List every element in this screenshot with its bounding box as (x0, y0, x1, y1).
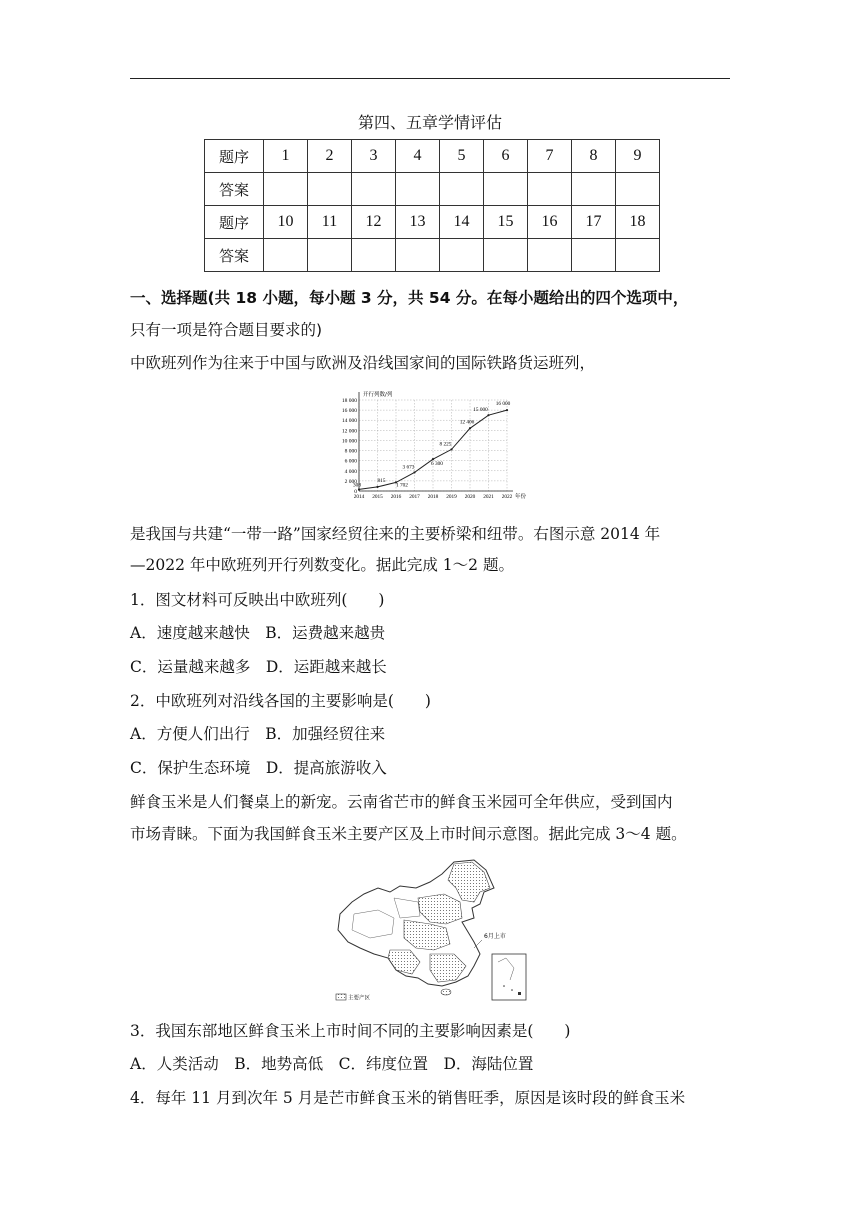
answer-cell[interactable] (440, 173, 484, 206)
data-label: 8 225 (439, 441, 452, 448)
row-label: 答案 (205, 173, 264, 206)
passage-text: —2022 年中欧班列开行列数变化。据此完成 1～2 题。 (130, 556, 514, 574)
answer-cell[interactable] (264, 173, 308, 206)
x-tick-label: 2018 (427, 494, 439, 500)
y-tick-label: 6 000 (344, 458, 357, 465)
corn-region-map (334, 858, 530, 1004)
x-tick-label: 2019 (446, 494, 457, 500)
question-number: 11 (308, 206, 352, 239)
answer-cell[interactable] (484, 239, 528, 272)
question-number: 18 (616, 206, 660, 239)
data-label: 15 000 (473, 407, 488, 414)
question-number: 3 (352, 140, 396, 173)
x-axis-label: 年份 (515, 494, 527, 500)
answer-cell[interactable] (308, 173, 352, 206)
legend-swatch (336, 994, 346, 1000)
answer-cell[interactable] (264, 239, 308, 272)
passage-text: 市场青睐。下面为我国鲜食玉米主要产区及上市时间示意图。据此完成 3～4 题。 (130, 825, 687, 843)
data-point (469, 427, 471, 429)
row-label: 题序 (205, 206, 264, 239)
options-ab: A．速度越来越快 B．运费越来越贵 (130, 624, 386, 642)
y-tick-label: 12 000 (341, 428, 357, 435)
table-row (205, 140, 660, 173)
options: A．人类活动 B．地势高低 C．纬度位置 D．海陆位置 (130, 1055, 534, 1073)
passage-text: 鲜食玉米是人们餐桌上的新宠。云南省芒市的鲜食玉米园可全年供应，受到国内 (130, 793, 673, 811)
data-label: 815 (377, 477, 386, 484)
question-number: 2 (308, 140, 352, 173)
question-number: 6 (484, 140, 528, 173)
answer-cell[interactable] (352, 239, 396, 272)
data-point (487, 414, 489, 416)
y-axis-label: 开行列数/列 (363, 392, 393, 398)
data-point (506, 409, 508, 411)
y-tick-label: 4 000 (344, 468, 357, 475)
answer-cell[interactable] (616, 239, 660, 272)
y-tick-label: 0 (354, 489, 357, 495)
legend-label: 主要产区 (348, 995, 371, 1002)
y-tick-label: 14 000 (341, 418, 357, 425)
answer-cell[interactable] (572, 173, 616, 206)
options-cd: C．保护生态环境 D．提高旅游收入 (130, 759, 387, 777)
x-tick-label: 2015 (372, 494, 383, 500)
question-number: 10 (264, 206, 308, 239)
answer-cell[interactable] (308, 239, 352, 272)
question-number: 12 (352, 206, 396, 239)
data-point (358, 488, 360, 490)
page-title: 第四、五章学情评估 (357, 113, 502, 132)
answer-cell[interactable] (484, 173, 528, 206)
table-row (205, 173, 660, 206)
y-tick-label: 2 000 (344, 478, 357, 485)
answer-table (204, 139, 660, 272)
y-tick-label: 8 000 (344, 448, 357, 455)
question-number: 8 (572, 140, 616, 173)
question-stem: 4．每年 11 月到次年 5 月是芒市鲜食玉米的销售旺季，原因是该时段的鲜食玉米 (130, 1089, 686, 1107)
header-rule (130, 78, 730, 79)
question-number: 9 (616, 140, 660, 173)
row-label: 答案 (205, 239, 264, 272)
row-label: 题序 (205, 140, 264, 173)
data-label: 6 300 (431, 461, 443, 468)
answer-cell[interactable] (440, 239, 484, 272)
data-label: 3 673 (402, 464, 415, 471)
table-row (205, 206, 660, 239)
rail-chart (325, 388, 530, 503)
passage-text: 是我国与共建“一带一路”国家经贸往来的主要桥梁和纽带。右图示意 2014 年 (130, 525, 661, 543)
data-label: 16 000 (495, 401, 511, 408)
question-stem: 3．我国东部地区鲜食玉米上市时间不同的主要影响因素是( ) (130, 1022, 571, 1040)
answer-cell[interactable] (572, 239, 616, 272)
question-number: 17 (572, 206, 616, 239)
question-stem: 1．图文材料可反映出中欧班列( ) (130, 591, 385, 609)
y-tick-label: 10 000 (341, 438, 357, 445)
data-point (413, 471, 415, 473)
table-row (205, 239, 660, 272)
x-tick-label: 2016 (390, 494, 402, 500)
question-number: 15 (484, 206, 528, 239)
answer-cell[interactable] (616, 173, 660, 206)
x-tick-label: 2017 (409, 494, 420, 500)
options-ab: A．方便人们出行 B．加强经贸往来 (130, 725, 386, 743)
question-number: 1 (264, 140, 308, 173)
question-number: 14 (440, 206, 484, 239)
data-label: 1 702 (396, 482, 408, 489)
data-label: 308 (353, 482, 361, 489)
data-label: 12 406 (459, 419, 475, 426)
x-tick-label: 2020 (464, 494, 476, 500)
question-number: 13 (396, 206, 440, 239)
june-label: 6月上市 (484, 933, 506, 940)
x-tick-label: 2021 (483, 494, 494, 500)
answer-cell[interactable] (396, 173, 440, 206)
y-tick-label: 16 000 (341, 408, 357, 415)
y-tick-label: 18 000 (341, 398, 357, 404)
data-point (432, 458, 434, 460)
section-heading-cont: 只有一项是符合题目要求的) (130, 321, 323, 339)
question-number: 5 (440, 140, 484, 173)
passage-text: 中欧班列作为往来于中国与欧洲及沿线国家间的国际铁路货运班列， (130, 354, 596, 372)
answer-cell[interactable] (528, 173, 572, 206)
data-point (376, 486, 378, 488)
answer-cell[interactable] (396, 239, 440, 272)
section-heading: 一、选择题(共 18 小题，每小题 3 分，共 54 分。在每小题给出的四个选项中， (130, 289, 689, 307)
question-number: 16 (528, 206, 572, 239)
answer-cell[interactable] (352, 173, 396, 206)
data-point (450, 448, 452, 450)
options-cd: C．运量越来越多 D．运距越来越长 (130, 658, 387, 676)
x-tick-label: 2014 (353, 494, 365, 500)
question-stem: 2．中欧班列对沿线各国的主要影响是( ) (130, 692, 431, 710)
question-number: 4 (396, 140, 440, 173)
x-tick-label: 2022 (501, 494, 513, 500)
answer-cell[interactable] (528, 239, 572, 272)
question-number: 7 (528, 140, 572, 173)
